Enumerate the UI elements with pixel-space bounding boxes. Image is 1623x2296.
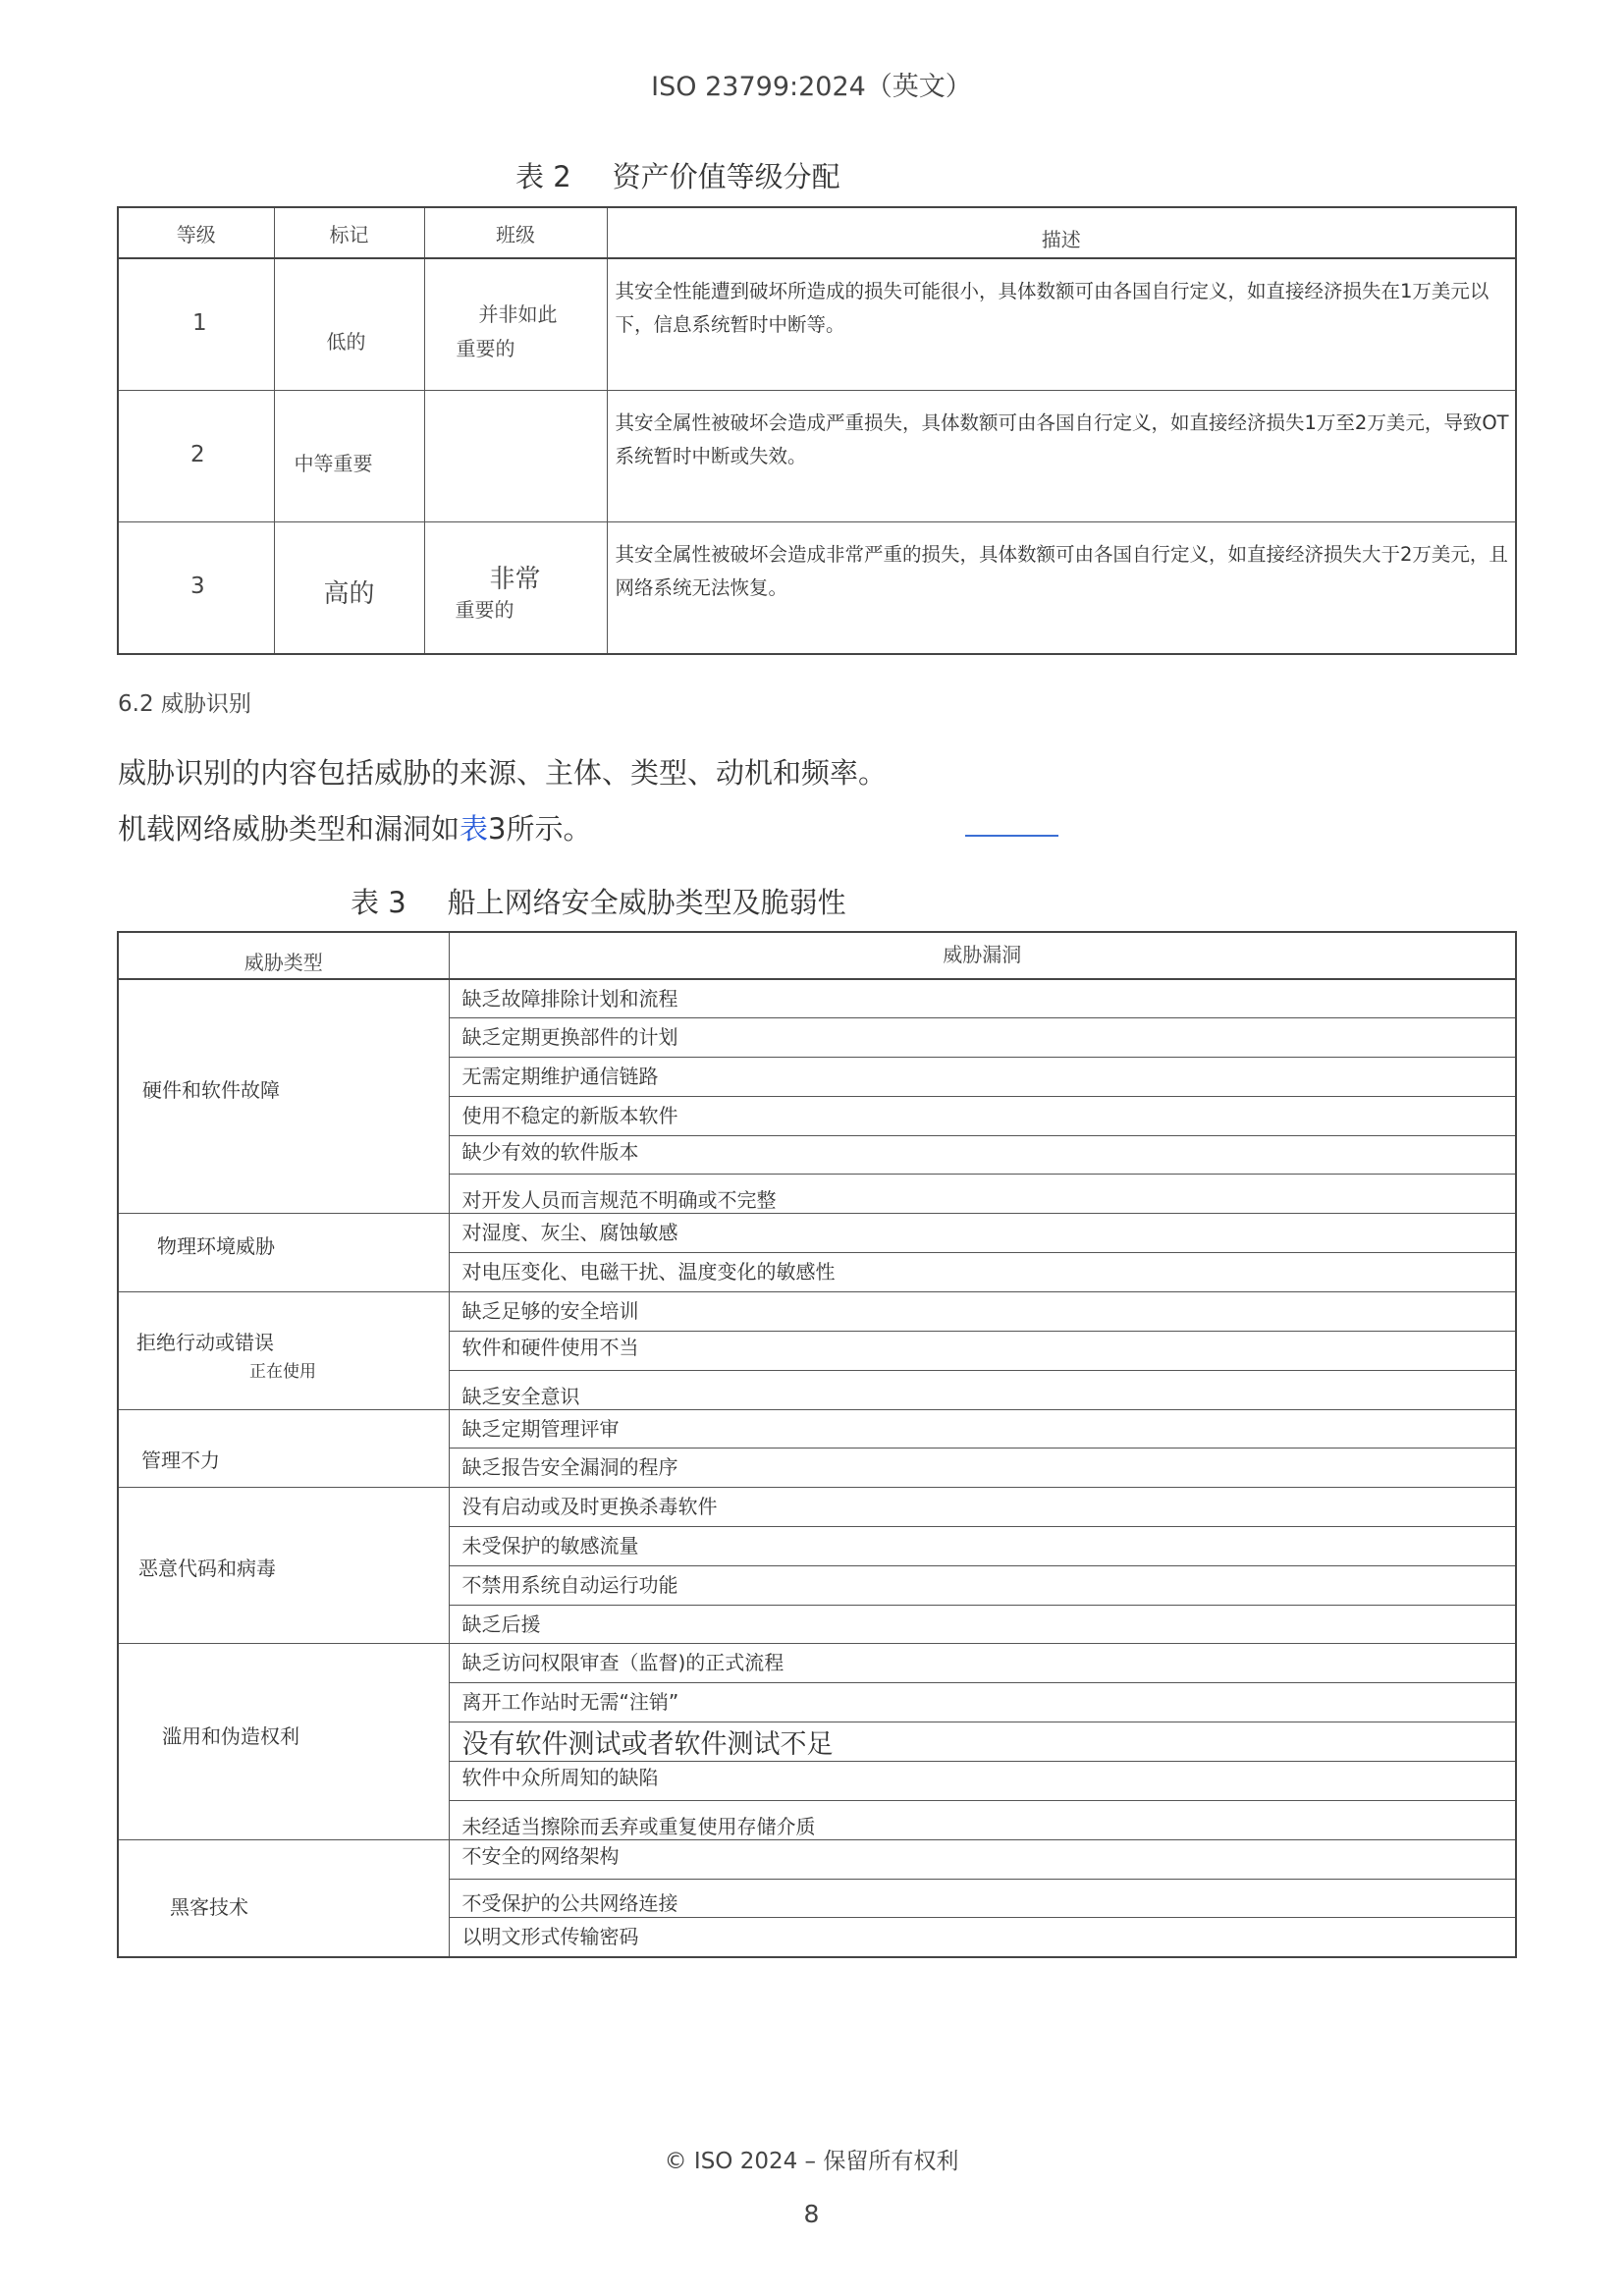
column-header-class: 班级 [424,207,607,258]
table2-caption-title: 资产价值等级分配 [612,160,840,193]
table-row [118,1409,1516,1449]
mark-cell: 中等重要 [274,391,424,522]
grade-cell: 1 [118,258,274,391]
table3-caption [351,881,846,921]
vulnerability-item: 缺乏访问权限审查（监督)的正式流程 [449,1644,1516,1683]
column-header-threat-type: 威胁类型 [118,932,449,979]
table2-row [118,258,1516,391]
vulnerability-item: 没有启动或及时更换杀毒软件 [449,1488,1516,1527]
section-paragraph-2: 机载网络威胁类型和漏洞如表3所示。 [118,812,592,846]
table3-header-row [118,932,1516,979]
column-header-mark: 标记 [274,207,424,258]
table-row [118,1839,1516,1879]
vulnerability-item: 离开工作站时无需“注销” [449,1683,1516,1722]
threat-category-cell: 拒绝行动或错误 正在使用 [118,1292,449,1410]
vulnerability-item: 以明文形式传输密码 [449,1918,1516,1957]
vulnerability-item: 软件中众所周知的缺陷 [449,1762,1516,1801]
vulnerability-item: 不禁用系统自动运行功能 [449,1565,1516,1605]
link-underline [965,835,1058,837]
mark-cell: 低的 [274,258,424,391]
grade-cell: 2 [118,391,274,522]
vulnerability-item: 无需定期维护通信链路 [449,1058,1516,1097]
table2-row [118,522,1516,655]
table-row [118,1292,1516,1332]
vulnerability-item: 不安全的网络架构 [449,1839,1516,1879]
vulnerability-item: 软件和硬件使用不当 [449,1331,1516,1370]
asset-value-table [117,206,1517,655]
table3-caption-title: 船上网络安全威胁类型及脆弱性 [447,886,846,919]
table2-caption-number: 表 2 [515,160,571,193]
description-cell: 其安全性能遭到破坏所造成的损失可能很小，具体数额可由各国自行定义，如直接经济损失在1万美元以下，信息系统暂时中断等。 [607,258,1516,391]
vulnerability-item: 缺乏安全意识 [449,1370,1516,1409]
threat-category-cell: 硬件和软件故障 [118,979,449,1214]
vulnerability-item: 缺乏定期管理评审 [449,1409,1516,1449]
column-header-threat-vulnerability: 威胁漏洞 [449,932,1516,979]
page-number: 8 [803,2200,820,2228]
threat-category-cell: 物理环境威胁 [118,1214,449,1292]
class-cell: 并非如此 重要的 [424,258,607,391]
vulnerability-item: 未经适当擦除而丢弃或重复使用存储介质 [449,1800,1516,1839]
section-paragraph-1: 威胁识别的内容包括威胁的来源、主体、类型、动机和频率。 [118,756,888,790]
table2-row [118,391,1516,522]
section-heading: 6.2 威胁识别 [118,691,251,717]
mark-cell: 高的 [274,522,424,655]
table-row [118,1214,1516,1253]
table-row [118,979,1516,1018]
table-row [118,1488,1516,1527]
description-cell: 其安全属性被破坏会造成严重损失，具体数额可由各国自行定义，如直接经济损失1万至2万美元，导致OT系统暂时中断或失效。 [607,391,1516,522]
grade-cell: 3 [118,522,274,655]
column-header-description: 描述 [607,207,1516,258]
table3-caption-number: 表 3 [351,886,406,919]
copyright-footer: © ISO 2024 – 保留所有权利 [664,2149,959,2174]
vulnerability-item: 缺乏报告安全漏洞的程序 [449,1449,1516,1488]
vulnerability-item: 对湿度、灰尘、腐蚀敏感 [449,1214,1516,1253]
vulnerability-item: 缺乏后援 [449,1605,1516,1644]
vulnerability-item: 没有软件测试或者软件测试不足 [449,1722,1516,1762]
vulnerability-item: 使用不稳定的新版本软件 [449,1096,1516,1135]
threat-category-cell: 恶意代码和病毒 [118,1488,449,1644]
vulnerability-item: 缺少有效的软件版本 [449,1135,1516,1175]
vulnerability-item: 未受保护的敏感流量 [449,1527,1516,1566]
vulnerability-item: 对电压变化、电磁干扰、温度变化的敏感性 [449,1253,1516,1292]
vulnerability-item: 对开发人员而言规范不明确或不完整 [449,1175,1516,1214]
vulnerability-item: 不受保护的公共网络连接 [449,1879,1516,1918]
class-cell: 非常 重要的 [424,522,607,655]
vulnerability-item: 缺乏故障排除计划和流程 [449,979,1516,1018]
threat-category-cell: 滥用和伪造权利 [118,1644,449,1839]
column-header-grade: 等级 [118,207,274,258]
table3-reference-link[interactable]: 表 [460,812,489,846]
vulnerability-item: 缺乏足够的安全培训 [449,1292,1516,1332]
vulnerability-item: 缺乏定期更换部件的计划 [449,1018,1516,1058]
table2-caption [515,155,840,195]
class-cell [424,391,607,522]
threat-vulnerability-table [117,931,1517,1958]
page-header: ISO 23799:2024（英文） [651,72,972,102]
threat-category-cell: 管理不力 [118,1409,449,1488]
description-cell: 其安全属性被破坏会造成非常严重的损失，具体数额可由各国自行定义，如直接经济损失大于2万美元，且网络系统无法恢复。 [607,522,1516,655]
threat-category-cell: 黑客技术 [118,1839,449,1956]
table-row [118,1644,1516,1683]
table2-header-row [118,207,1516,258]
